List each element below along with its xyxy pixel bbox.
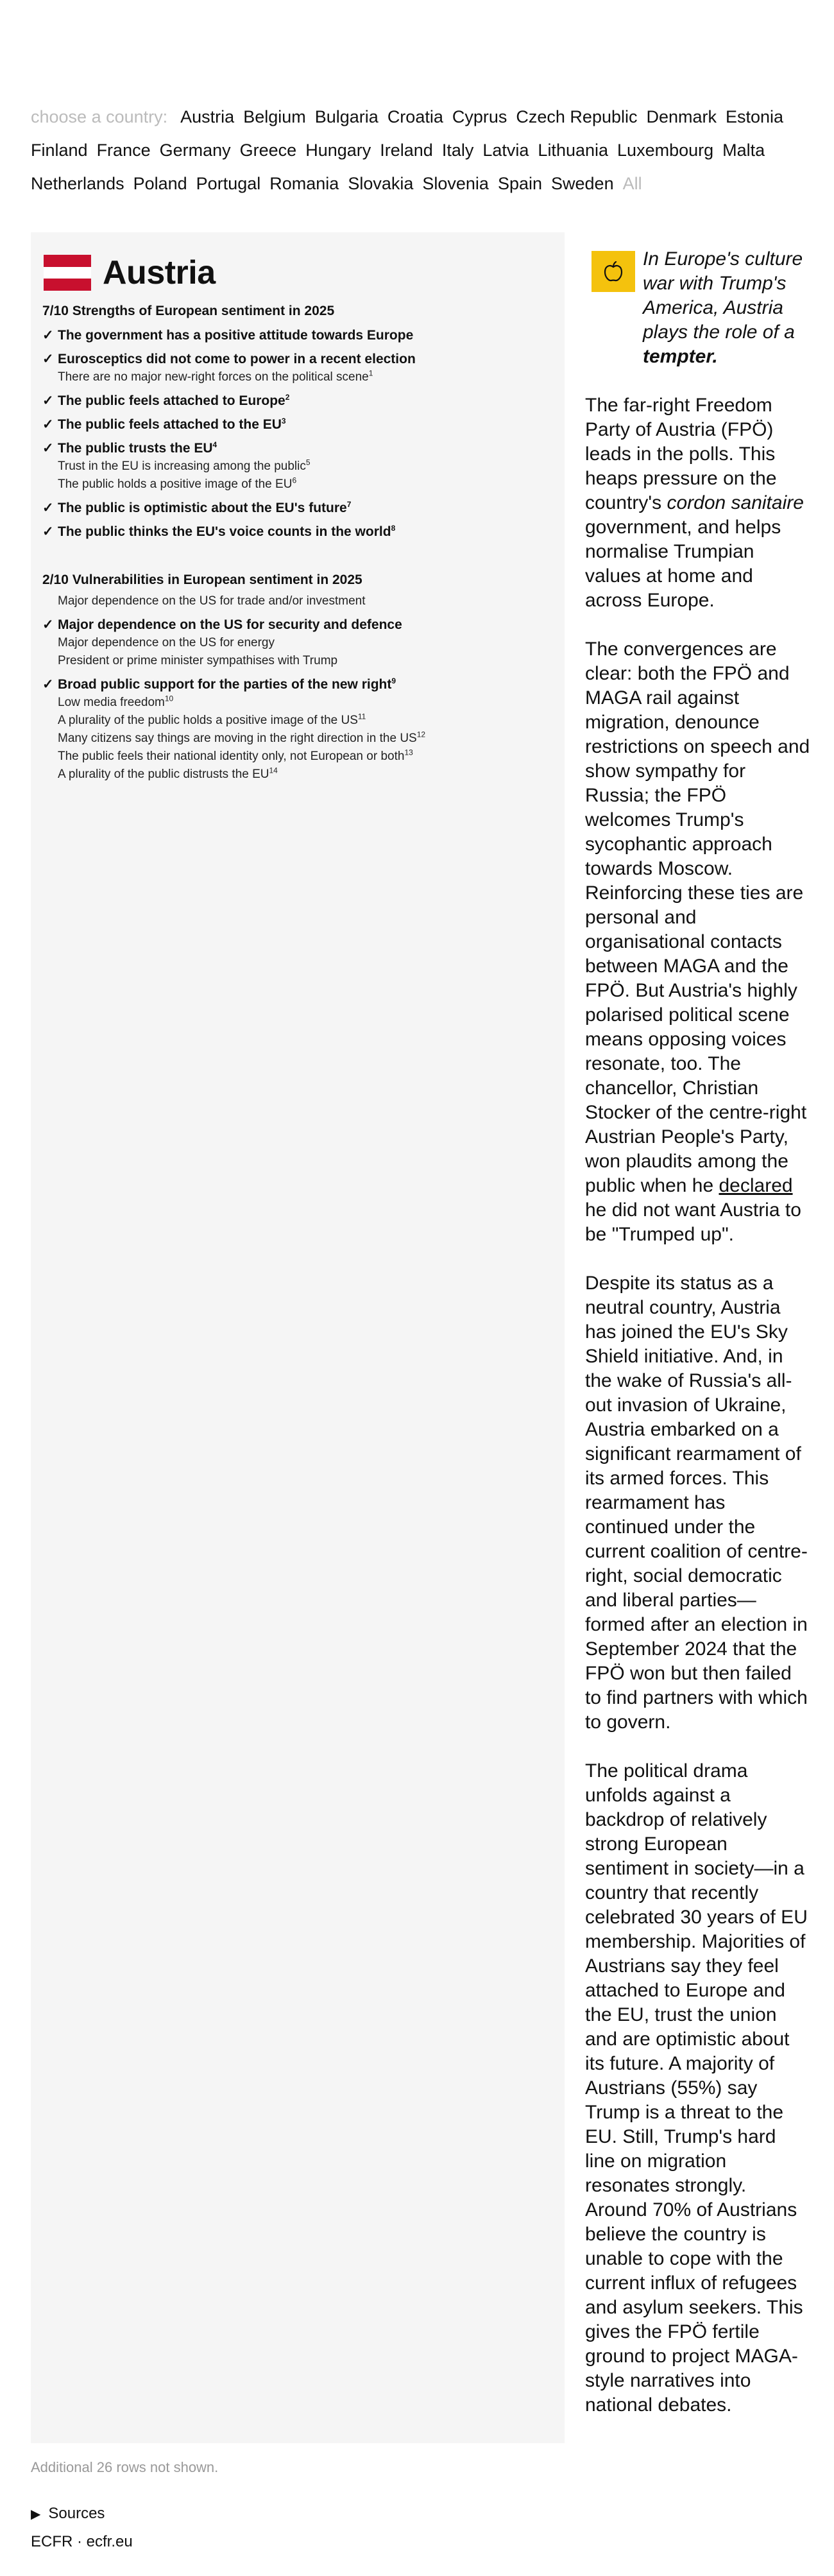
indicator-unmet [42,766,556,784]
indicator-met [42,440,556,458]
paragraph-text: he did not want Austria to be "Trumped up". [585,1199,801,1245]
check-icon: ✓ [42,501,54,515]
indicator-met [42,499,556,517]
indicator-unmet [42,476,556,494]
country-link-spain[interactable]: Spain [497,174,543,193]
country-link-belgium[interactable]: Belgium [243,107,306,126]
country-link-bulgaria[interactable]: Bulgaria [314,107,379,126]
country-link-slovenia[interactable]: Slovenia [422,174,489,193]
indicator-unmet [42,634,556,652]
check-icon: ✓ [42,328,54,343]
country-link-germany[interactable]: Germany [159,141,231,160]
check-icon: ✓ [42,677,54,692]
footnote-marker[interactable]: 14 [269,766,278,775]
apple-icon [591,251,635,292]
paragraph-text: The far-right Freedom Party of Austria (FPÖ) leads in the polls. This heaps pressure on the country's [585,395,777,513]
footnote-marker[interactable]: 8 [391,524,396,533]
declared-link[interactable]: declared [719,1175,793,1196]
country-link-luxembourg[interactable]: Luxembourg [617,141,714,160]
footnote-marker[interactable]: 4 [212,440,217,449]
strengths-list [42,327,556,541]
sources-label: Sources [48,2505,105,2522]
country-link-finland[interactable]: Finland [31,141,88,160]
indicator-met [42,523,556,541]
card-header [44,244,216,302]
footnote-marker[interactable]: 1 [368,368,373,378]
country-link-all[interactable]: All [622,174,642,193]
country-link-sweden[interactable]: Sweden [551,174,614,193]
country-link-cyprus[interactable]: Cyprus [452,107,507,126]
footnote-marker[interactable]: 13 [404,748,413,757]
story-paragraph [585,393,811,613]
indicator-text: The public feels attached to Europe [58,393,285,408]
country-link-estonia[interactable]: Estonia [726,107,784,126]
country-link-poland[interactable]: Poland [133,174,187,193]
indicator-unmet [42,458,556,476]
country-link-france[interactable]: France [96,141,151,160]
indicator-unmet [42,748,556,766]
country-link-hungary[interactable]: Hungary [305,141,371,160]
indicator-unmet [42,694,556,712]
country-link-ireland[interactable]: Ireland [380,141,433,160]
check-icon: ✓ [42,441,54,456]
indicator-text: Trust in the EU is increasing among the public [58,459,306,473]
country-link-czech-republic[interactable]: Czech Republic [516,107,638,126]
footnote-marker[interactable]: 12 [416,730,426,739]
more-rows-note: Additional 26 rows not shown. [31,2459,219,2475]
indicator-text: Major dependence on the US for energy [58,636,275,649]
indicator-text: Major dependence on the US for security and defence [58,617,402,632]
indicator-unmet [42,652,556,670]
country-story [585,247,811,2417]
indicator-text: Eurosceptics did not come to power in a recent election [58,352,416,366]
vulnerabilities-title: 2/10 Vulnerabilities in European sentiment in 2025 [42,572,362,587]
indicator-met [42,616,556,634]
indicator-text: The public feels attached to the EU [58,417,282,432]
footer-credit: ECFR · ecfr.eu [31,2533,133,2550]
story-paragraph: Despite its status as a neutral country, Austria has joined the EU's Sky Shield initiative. And, in the wake of Russia's all-out invasion of Ukraine, Austria embarked on a significant rearmament of its armed forces. This rearmament has continued under the current coalition of centre-right, social democratic and liberal parties—formed after an election in September 2024 that the FPÖ won but then failed to find partners with which to govern. [585,1273,808,1733]
country-link-netherlands[interactable]: Netherlands [31,174,124,193]
story-paragraph: The political drama unfolds against a backdrop of relatively strong European sentiment in society—in a country that recently celebrated 30 years of EU membership. Majorities of Austrians say they feel attached to Europe and the EU, trust the union and are optimistic about its future. A majority of Austrians (55%) say Trump is a threat to the EU. Still, Trump's hard line on migration resonates strongly. Around 70% of Austrians believe the country is unable to cope with the current influx of refugees and asylum seekers. This gives the FPÖ fertile ground to project MAGA-style narratives into national debates. [585,1760,808,2416]
indicator-text: Many citizens say things are moving in the right direction in the US [58,732,417,745]
footnote-marker[interactable]: 11 [357,712,366,721]
country-link-malta[interactable]: Malta [722,141,765,160]
country-link-romania[interactable]: Romania [269,174,339,193]
indicator-text: The public trusts the EU [58,441,213,456]
check-icon: ✓ [42,417,54,432]
paragraph-italic: cordon sanitaire [667,492,804,513]
country-link-portugal[interactable]: Portugal [196,174,261,193]
sources-toggle[interactable] [31,2505,105,2523]
indicator-text: Broad public support for the parties of the new right [58,677,392,692]
footnote-marker[interactable]: 10 [164,694,174,703]
indicator-text: President or prime minister sympathises with Trump [58,654,338,667]
indicator-text: There are no major new-right forces on the political scene [58,370,369,384]
country-card [31,232,565,2443]
indicator-text: A plurality of the public distrusts the EU [58,768,269,781]
country-link-latvia[interactable]: Latvia [482,141,529,160]
flag-stripe [44,267,91,279]
indicator-unmet [42,592,556,610]
indicator-text: The public holds a positive image of the EU [58,477,293,491]
country-link-lithuania[interactable]: Lithuania [538,141,609,160]
indicator-met [42,676,556,694]
story-tagline [585,247,811,369]
country-link-denmark[interactable]: Denmark [646,107,717,126]
footnote-marker[interactable]: 9 [391,676,396,685]
indicator-text: Major dependence on the US for trade and/or investment [58,594,366,608]
check-icon: ✓ [42,352,54,366]
country-link-croatia[interactable]: Croatia [387,107,443,126]
indicator-text: Low media freedom [58,696,165,709]
indicator-met [42,327,556,345]
footnote-marker[interactable]: 2 [285,393,290,402]
country-link-austria[interactable]: Austria [180,107,235,126]
triangle-right-icon: ▶ [31,2507,41,2521]
footnote-marker[interactable]: 5 [305,458,311,467]
indicator-text: The government has a positive attitude towards Europe [58,328,414,343]
card-title: Austria [103,254,216,291]
country-row [31,133,803,167]
austria-flag-icon [44,255,91,291]
indicator-text: The public feels their national identity only, not European or both [58,750,405,763]
indicator-unmet [42,712,556,730]
country-row [31,167,803,200]
country-link-slovakia[interactable]: Slovakia [348,174,414,193]
paragraph-text: The convergences are clear: both the FPÖ and MAGA rail against migration, denounce restrictions on speech and show sympathy for Russia; the FPÖ welcomes Trump's sycophantic approach towards Moscow. Reinforcing these ties are personal and organisational contacts between MAGA and the FPÖ. But Austria's highly polarised political scene means opposing voices resonate, too. The chancellor, Christian Stocker of the centre-right Austrian People's Party, won plaudits among the public when he [585,639,810,1196]
country-link-italy[interactable]: Italy [441,141,474,160]
indicator-text: The public is optimistic about the EU's future [58,501,347,515]
check-icon: ✓ [42,393,54,408]
indicator-unmet [42,730,556,748]
footnote-marker[interactable]: 7 [346,500,352,509]
footnote-marker[interactable]: 3 [281,416,286,425]
tagline-emphasis: tempter. [643,346,718,367]
country-link-greece[interactable]: Greece [239,141,297,160]
indicator-met [42,416,556,434]
strengths-title: 7/10 Strengths of European sentiment in 2025 [42,304,335,318]
check-icon: ✓ [42,524,54,539]
indicator-text: A plurality of the public holds a positive image of the US [58,714,358,727]
vulnerabilities-list [42,592,556,784]
indicator-text: The public thinks the EU's voice counts in the world [58,524,391,539]
indicator-unmet [42,368,556,386]
indicator-met [42,350,556,368]
flag-stripe [44,255,91,267]
country-prompt: choose a country: [31,107,168,126]
check-icon: ✓ [42,617,54,632]
country-selector [31,100,803,200]
indicator-met [42,392,556,410]
country-row [31,100,803,133]
tagline-text: In Europe's culture war with Trump's America, Austria plays the role of a [643,248,803,343]
story-paragraph [585,637,811,1247]
paragraph-text: government, and helps normalise Trumpian values at home and across Europe. [585,517,781,611]
flag-stripe [44,279,91,291]
footnote-marker[interactable]: 6 [292,476,297,485]
indicator-list [42,302,556,784]
